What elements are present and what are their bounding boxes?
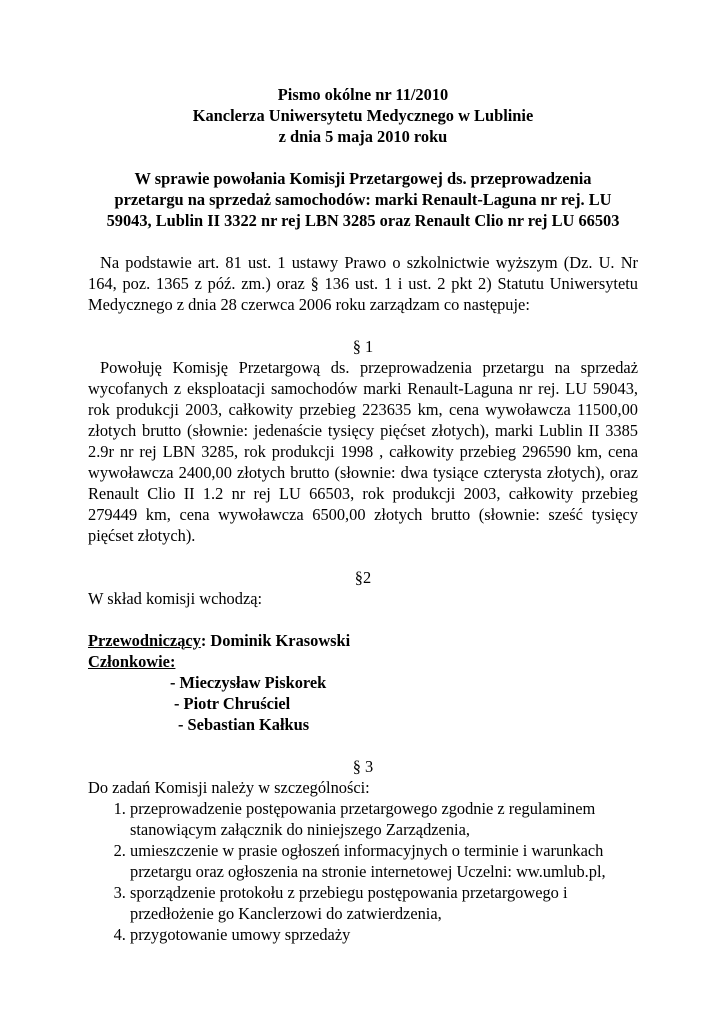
header-date: z dnia 5 maja 2010 roku: [278, 127, 448, 146]
section-3-intro: Do zadań Komisji należy w szczególności:: [88, 778, 370, 797]
member-item: - Sebastian Kałkus: [178, 715, 310, 734]
chair-name: : Dominik Krasowski: [200, 631, 351, 650]
chair-line: [88, 630, 638, 651]
member-item: - Mieczysław Piskorek: [170, 673, 327, 692]
header-issuer: Kanclerza Uniwersytetu Medycznego w Lublinie: [192, 106, 534, 125]
members-label: Członkowie:: [88, 652, 176, 671]
section-1-text: Powołuję Komisję Przetargową ds. przeprowadzenia przetargu na sprzedaż wycofanych z eksploatacji samochodów marki Renault-Laguna nr rej. LU 59043, rok produkcji 2003, całkowity przebieg 223635 km, cena wywoławcza 11500,00 złotych brutto (słownie: jedenaście tysięcy pięćset złotych), marki Lublin II 3385 2.9r nr rej LBN 3285, rok produkcji 1998 , całkowity przebieg 296590 km, cena wywoławcza 2400,00 złotych brutto (słownie: dwa tysiące czterysta złotych), oraz Renault Clio II 1.2 nr rej LU 66503, rok produkcji 2003, całkowity przebieg 279449 km, cena wywoławcza 6500,00 złotych brutto (słownie: sześć tysięcy pięćset złotych).: [88, 358, 638, 545]
section-1-title: § 1: [352, 337, 374, 356]
document-header: [88, 84, 638, 147]
document-subject: [88, 168, 638, 231]
chair-label: Przewodniczący: [88, 631, 201, 650]
tasks-list: [88, 798, 638, 945]
members-list: [170, 672, 638, 735]
task-item: 1. przeprowadzenie postępowania przetargowego zgodnie z regulaminem stanowiącym załącznik do niniejszego Zarządzenia,: [130, 798, 638, 840]
section-2-intro: W skład komisji wchodzą:: [88, 589, 263, 608]
document-page: [88, 84, 638, 945]
section-3-title: § 3: [352, 757, 374, 776]
section-2-title: §2: [354, 568, 372, 587]
task-item: 2. umieszczenie w prasie ogłoszeń informacyjnych o terminie i warunkach przetargu oraz ogłoszenia na stronie internetowej Uczelni: ww.umlub.pl,: [130, 840, 638, 882]
task-item: 4. przygotowanie umowy sprzedaży: [130, 924, 638, 945]
header-title: Pismo okólne nr 11/2010: [277, 85, 449, 104]
task-item: 3. sporządzenie protokołu z przebiegu postępowania przetargowego i przedłożenie go Kanclerzowi do zatwierdzenia,: [130, 882, 638, 924]
subject-line-3: 59043, Lublin II 3322 nr rej LBN 3285 oraz Renault Clio nr rej LU 66503: [106, 211, 620, 230]
member-item: - Piotr Chruściel: [174, 694, 291, 713]
subject-line-2: przetargu na sprzedaż samochodów: marki Renault-Laguna nr rej. LU: [114, 190, 612, 209]
subject-line-1: W sprawie powołania Komisji Przetargowej ds. przeprowadzenia: [134, 169, 592, 188]
preamble-paragraph: Na podstawie art. 81 ust. 1 ustawy Prawo o szkolnictwie wyższym (Dz. U. Nr 164, poz. 1365 z póź. zm.) oraz § 136 ust. 1 i ust. 2 pkt 2) Statutu Uniwersytetu Medycznego z dnia 28 czerwca 2006 roku zarządzam co następuje:: [88, 253, 638, 314]
